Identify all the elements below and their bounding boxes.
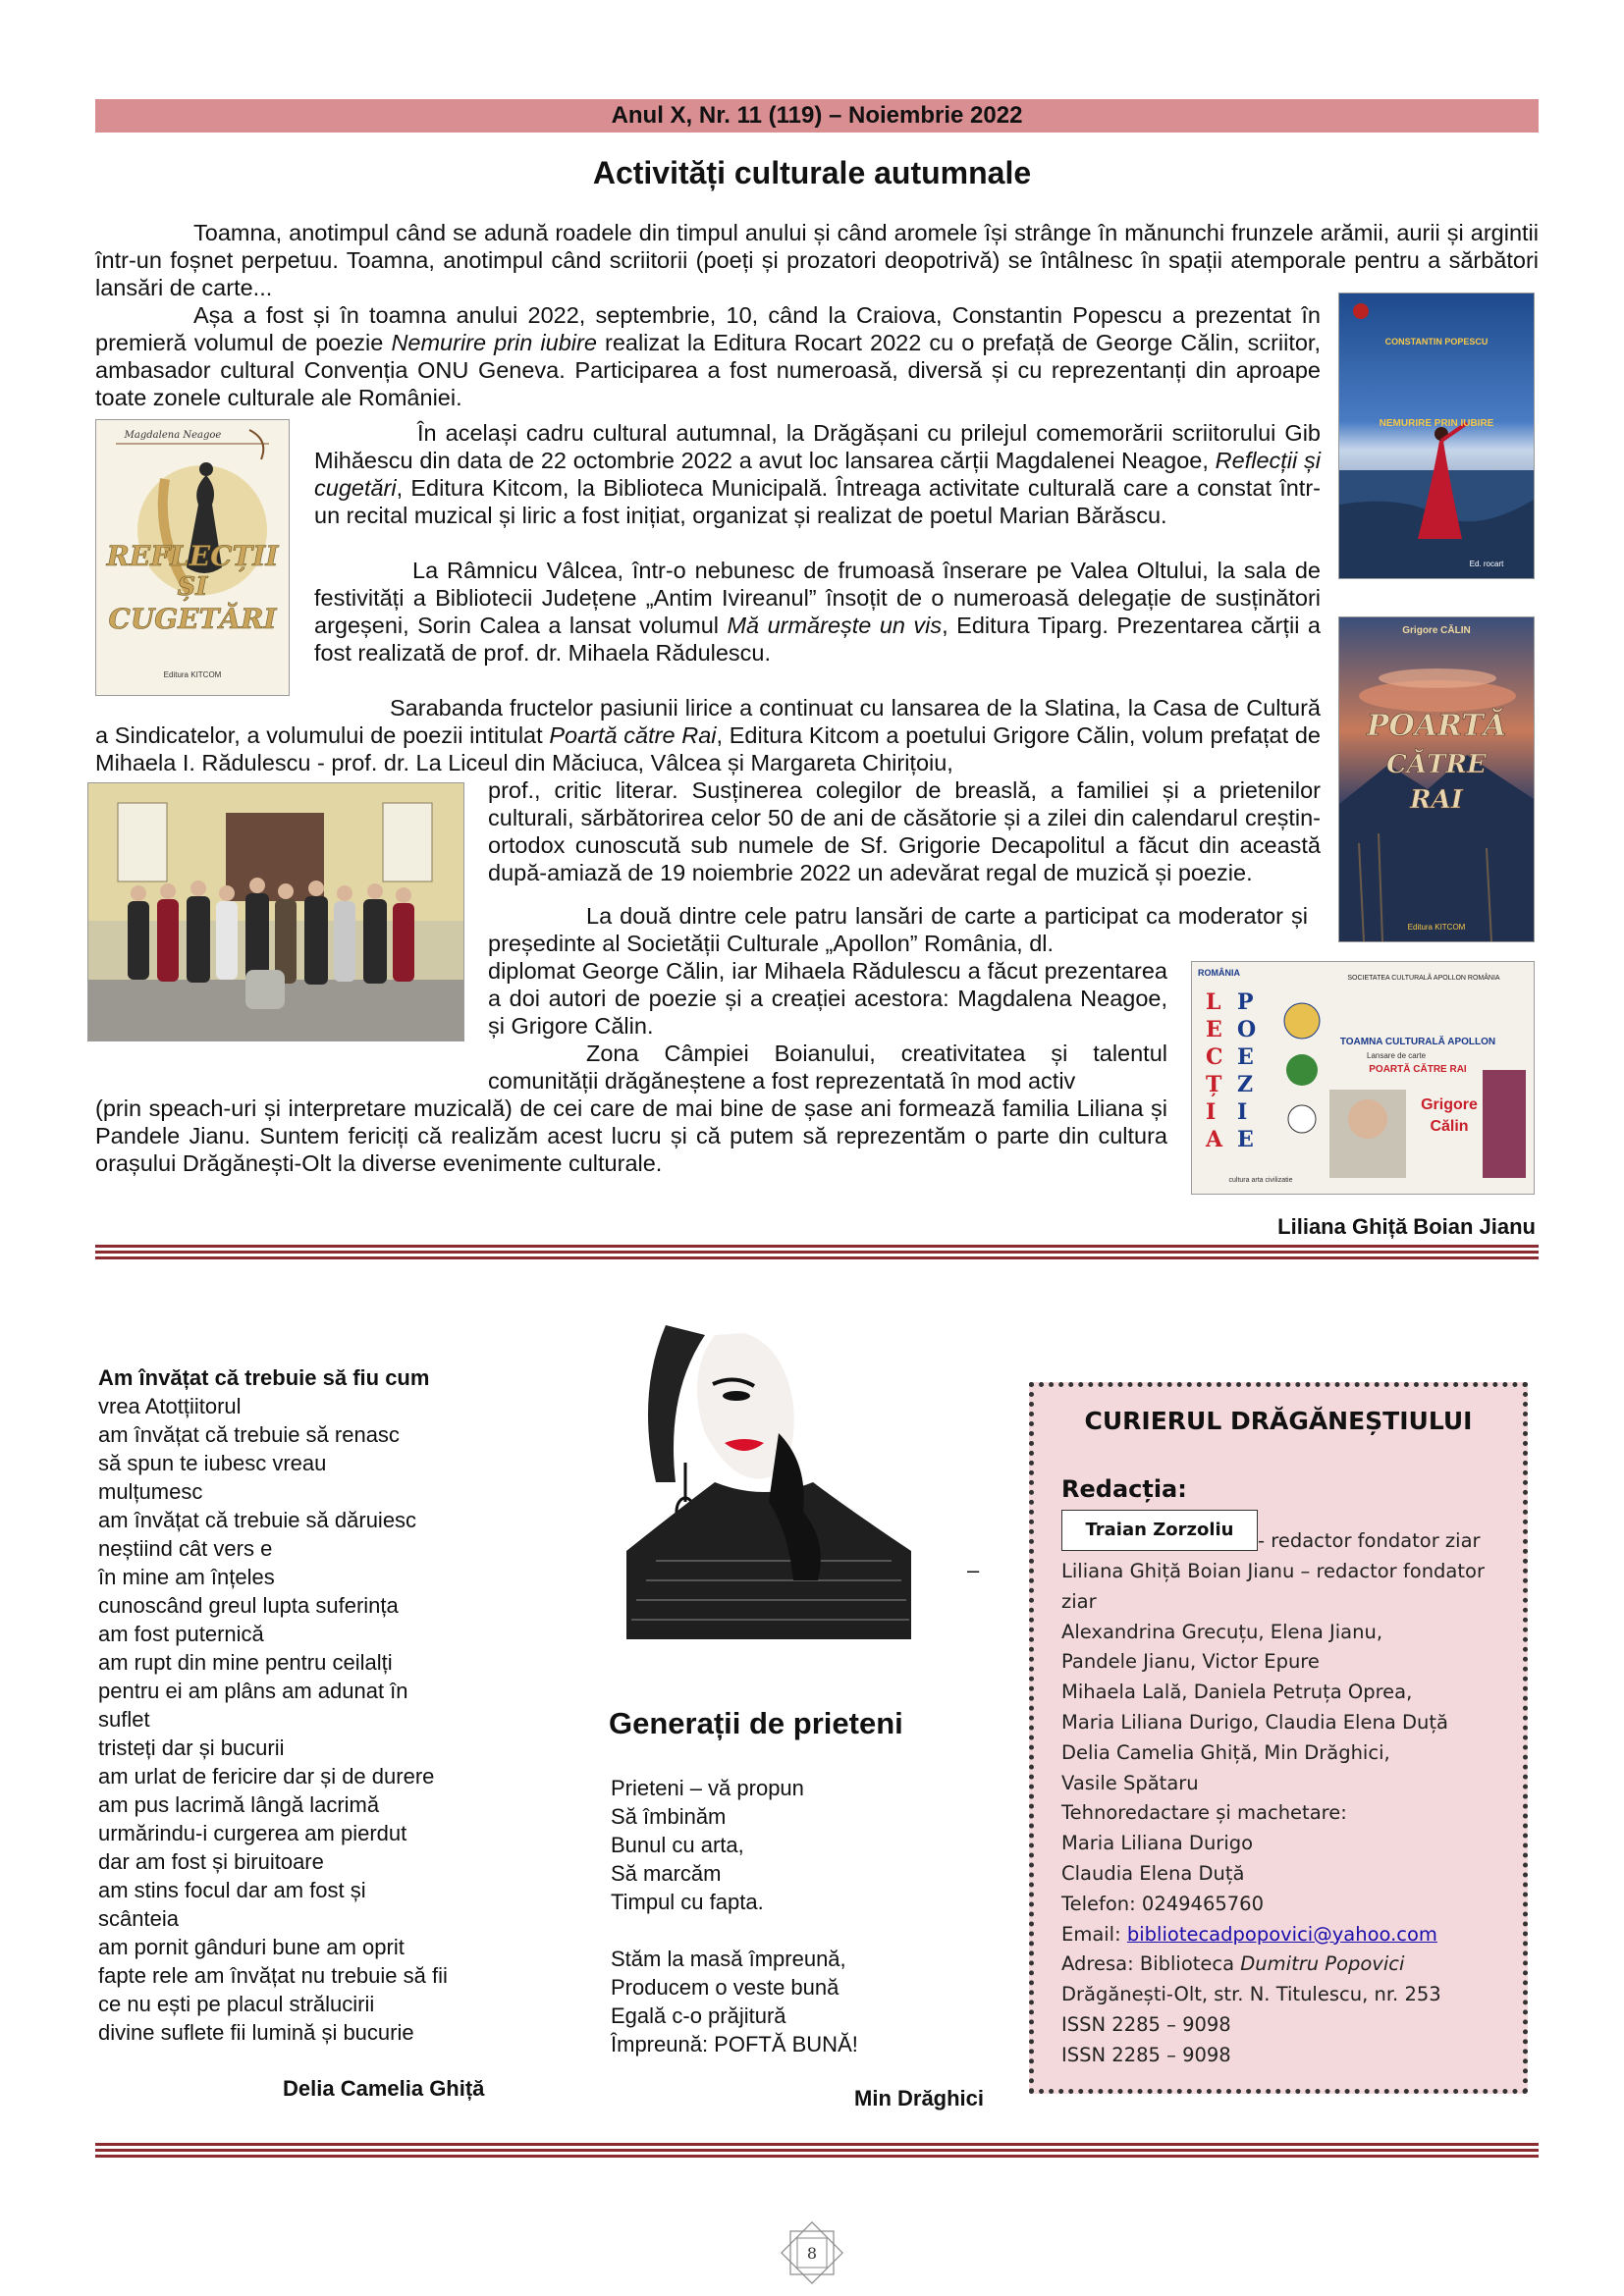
editorial-box <box>1029 1382 1528 2094</box>
book2-title-2: ȘI <box>177 572 208 602</box>
poster-launch: Lansare de carte <box>1367 1051 1427 1060</box>
poem1-line: în mine am înțeles <box>98 1565 275 1589</box>
staff-line: Alexandrina Grecuțu, Elena Jianu, <box>1061 1620 1383 1643</box>
sidebar-section: Redacția: <box>1061 1475 1187 1503</box>
phone: Telefon: 0249465760 <box>1061 1892 1264 1915</box>
address-library: Dumitru Popovici <box>1240 1952 1405 1976</box>
staff-line: Claudia Elena Duță <box>1061 1861 1245 1885</box>
issn: ISSN 2285 – 9098 <box>1061 2012 1231 2036</box>
poem1-line: pentru ei am plâns am adunat în <box>98 1679 408 1703</box>
book3-title-2: CĂTRE <box>1386 750 1487 779</box>
poem1-line: am urlat de fericire dar și de durere <box>98 1764 435 1789</box>
article-author: Liliana Ghiță Boian Jianu <box>1277 1214 1536 1239</box>
poem2-stanza-1 <box>611 1774 804 1916</box>
svg-text:L: L <box>1206 989 1221 1015</box>
svg-text:A: A <box>1206 1127 1223 1152</box>
svg-text:P: P <box>1237 989 1254 1015</box>
book1-publisher: Ed. rocart <box>1469 560 1504 568</box>
poem1-line: suflet <box>98 1707 150 1732</box>
poster-name1: Grigore <box>1421 1096 1478 1113</box>
dash-separator: – <box>967 1558 980 1582</box>
email-label: Email: <box>1061 1922 1127 1946</box>
svg-text:E: E <box>1206 1017 1222 1042</box>
staff-line: Maria Liliana Durigo, Claudia Elena Duță <box>1061 1710 1448 1734</box>
poem1-line: să spun te iubesc vreau <box>98 1451 327 1475</box>
poem1-line: vrea Atotțiitorul <box>98 1394 242 1418</box>
svg-text:Ț: Ț <box>1206 1072 1222 1097</box>
article-paragraph-3: În același cadru cultural autumnal, la Drăgășani cu prilejul comemorării scriitorului Gib Mihăescu din data de 22 octombrie 2022 a avut loc lansarea cărții Magdalenei Neagoe, Reflecții și cugetări, Editura Kitcom, la Biblioteca Municipală. Întreaga activitate culturală care a constat într-un recital muzical și liric a fost inițiat, organizat și realizat de poetul Marian Bărăscu. <box>314 420 1321 528</box>
poem2-author: Min Drăghici <box>854 2086 985 2110</box>
svg-text:Z: Z <box>1237 1072 1254 1097</box>
poem2-line: Producem o veste bună <box>611 1975 839 2000</box>
issue-header: Anul X, Nr. 11 (119) – Noiembrie 2022 <box>95 99 1539 133</box>
poem1-line: divine suflete fii lumină și bucurie <box>98 2020 414 2045</box>
poem2-line: Egală c-o prăjitură <box>611 2003 786 2028</box>
article-title: Activități culturale autumnale <box>592 155 1032 190</box>
issn: ISSN 2285 – 9098 <box>1061 2043 1231 2066</box>
svg-text:I: I <box>1206 1099 1217 1125</box>
article-paragraph-7: Zona Câmpiei Boianului, creativitatea și talentul comunității drăgăneștene a fost reprezentată în mod activ <box>488 1041 1167 1094</box>
address-line <box>1061 1949 1485 1980</box>
woman-illustration <box>597 1315 937 1639</box>
book3-title-1: POARTĂ <box>1367 709 1506 743</box>
address-label: Adresa: Biblioteca <box>1061 1952 1241 1976</box>
email-link[interactable]: bibliotecadpopovici@yahoo.com <box>1126 1922 1437 1946</box>
book-cover-nemurire <box>1338 293 1535 579</box>
staff-line: Liliana Ghiță Boian Jianu – redactor fondator <box>1061 1560 1485 1582</box>
svg-text:O: O <box>1237 1017 1257 1042</box>
staff-line: Pandele Jianu, Victor Epure <box>1061 1650 1320 1674</box>
poem2-line: Bunul cu arta, <box>611 1833 744 1857</box>
book3-author: Grigore CĂLIN <box>1402 625 1471 636</box>
address-street: Drăgănești-Olt, str. N. Titulescu, nr. 253 <box>1061 1983 1441 2006</box>
founder-role: - redactor fondator ziar <box>1258 1529 1481 1552</box>
poem2-line: Împreună: POFTĂ BUNĂ! <box>611 2032 858 2056</box>
poem1-line: am învățat că trebuie să renasc <box>98 1422 400 1447</box>
book-cover-reflectii <box>95 419 290 696</box>
book3-publisher: Editura KITCOM <box>1407 923 1466 932</box>
poster-book: POARTĂ CĂTRE RAI <box>1369 1064 1467 1075</box>
poem2-stanza-2 <box>611 1945 858 2058</box>
poem1-line: fapte rele am învățat nu trebuie să fii <box>98 1963 448 1988</box>
poem1-line: dar am fost și biruitoare <box>98 1849 324 1874</box>
poster-top-left: ROMÂNIA <box>1198 968 1240 978</box>
poem2-line: Să îmbinăm <box>611 1804 727 1829</box>
email-line <box>1061 1920 1485 1950</box>
poem2-line: Timpul cu fapta. <box>611 1890 764 1914</box>
section-divider-bottom <box>95 2143 1539 2159</box>
poem1-line: neștiind cât vers e <box>98 1536 273 1561</box>
poem1-line: am pus lacrimă lângă lacrimă <box>98 1792 380 1817</box>
poem-delia <box>98 1363 448 2047</box>
founder-name-box: Traian Zorzoliu <box>1061 1510 1258 1551</box>
article-paragraph-5-cont: prof., critic literar. Susținerea colegilor de breaslă, a familiei și a prietenilor culturali, sărbătorirea celor 50 de ani de căsătorie și a zilei din calendarul creștin-ortodox cunoscută sub numele de Sf. Grigorie Decapolitul a făcut din această după-amiază de 19 noiembrie 2022 un adevărat regal de muzică și poezie. <box>488 777 1321 885</box>
book2-publisher: Editura KITCOM <box>163 670 222 679</box>
article-paragraph-2: Așa a fost și în toamna anului 2022, septembrie, 10, când la Craiova, Constantin Popescu a prezentat în premieră volumul de poezie Nemurire prin iubire realizat la Editura Rocart 2022 cu o prefață de George Călin, scriitor, ambasador cultural Convenția ONU Geneva. Participarea a fost numeroasă, diversă și cu reprezentanți din aproape toate zonele culturale ale României. <box>95 302 1321 410</box>
poem1-line: urmărindu-i curgerea am pierdut <box>98 1821 407 1845</box>
staff-line: Delia Camelia Ghiță, Min Drăghici, <box>1061 1740 1390 1764</box>
staff-line: Mihaela Lală, Daniela Petruța Oprea, <box>1061 1681 1413 1704</box>
article-paragraph-6: La două dintre cele patru lansări de carte a participat ca moderator și președinte al Societății Culturale „Apollon” România, dl. <box>488 903 1308 956</box>
article-paragraph-7-cont: (prin speach-uri și interpretare muzicală) de cei care de mai bine de șase ani formează familia Liliana și Pandele Jianu. Suntem fericiți că realizăm acest lucru și că putem să reprezentăm o parte din cultura orașului Drăgănești-Olt la diverse evenimente culturale. <box>95 1095 1167 1176</box>
group-photo <box>87 782 464 1041</box>
svg-text:E: E <box>1237 1044 1254 1070</box>
poem1-line: mulțumesc <box>98 1479 203 1504</box>
page-number-ornament <box>780 2220 844 2285</box>
book2-title-1: REFLECȚII <box>106 540 279 572</box>
poem1-line: tristeți dar și bucurii <box>98 1735 285 1760</box>
poster-footer: cultura arta civilizatie <box>1228 1177 1293 1184</box>
poem1-line: am rupt din mine pentru ceilalți <box>98 1650 393 1675</box>
poem2-line: Să marcăm <box>611 1861 722 1886</box>
poster-name2: Călin <box>1430 1118 1469 1135</box>
poem1-line: scânteia <box>98 1906 179 1931</box>
article-paragraph-5: Sarabanda fructelor pasiunii lirice a continuat cu lansarea de la Slatina, la Casa de Cultură a Sindicatelor, a volumului de poezii intitulat Poartă către Rai, Editura Kitcom a poetului Grigore Călin, volum prefațat de Mihaela I. Rădulescu - prof. dr. La Liceul din Măciuca, Vâlcea și Margareta Chirițoiu, <box>95 695 1321 775</box>
book2-title-3: CUGETĂRI <box>108 603 277 635</box>
book1-author: CONSTANTIN POPESCU <box>1384 337 1489 347</box>
staff-line: Vasile Spătaru <box>1061 1771 1199 1794</box>
svg-text:E: E <box>1237 1127 1254 1152</box>
event-poster <box>1191 961 1535 1195</box>
page-number: 8 <box>806 2244 818 2263</box>
staff-list <box>1061 1557 1485 2071</box>
poem1-line: cunoscând greul lupta suferința <box>98 1593 399 1618</box>
svg-text:C: C <box>1206 1044 1223 1070</box>
staff-line: Tehnoredactare și machetare: <box>1061 1801 1347 1825</box>
poem1-line: am învățat că trebuie să dăruiesc <box>98 1508 417 1532</box>
article-paragraph-1: Toamna, anotimpul când se adună roadele din timpul anului și când aromele își strânge în mănunchi frunzele arămii, aurii și argintii într-un foșnet perpetuu. Toamna, anotimpul când scriitorii (poeți și prozatori deopotrivă) se întâlnesc în spații atemporale pentru a sărbători lansări de carte... <box>95 220 1539 300</box>
article-paragraph-4: La Râmnicu Vâlcea, într-o nebunesc de frumoasă înserare pe Valea Oltului, la sala de festivități a Bibliotecii Județene „Antim Ivireanul” însoțit de o numeroasă delegație de susținători argeșeni, Sorin Calea a lansat volumul Mă urmărește un vis, Editura Tiparg. Prezentarea cărții a fost realizată de prof. dr. Mihaela Rădulescu. <box>314 558 1321 666</box>
section-divider-top <box>95 1245 1539 1260</box>
svg-text:I: I <box>1237 1099 1248 1125</box>
book1-title: NEMURIRE PRIN IUBIRE <box>1379 418 1494 429</box>
book-cover-poarta <box>1338 616 1535 942</box>
book3-title-3: RAI <box>1410 785 1463 815</box>
article-paragraph-6-cont: diplomat George Călin, iar Mihaela Rădulescu a făcut prezentarea a doi autori de poezie și a creației acestora: Magdalena Neagoe, și Grigore Călin. <box>488 958 1167 1039</box>
poem1-line: am fost puternică <box>98 1622 264 1646</box>
staff-line: Maria Liliana Durigo <box>1061 1832 1254 1855</box>
poem2-line: Stăm la masă împreună, <box>611 1947 846 1971</box>
poem1-line: am stins focul dar am fost și <box>98 1878 366 1902</box>
book2-author: Magdalena Neagoe <box>124 430 222 441</box>
staff-line: ziar <box>1061 1589 1097 1613</box>
poem2-line: Prieteni – vă propun <box>611 1776 804 1800</box>
poster-society: SOCIETATEA CULTURALĂ APOLLON ROMÂNIA <box>1347 975 1500 982</box>
poem2-title: Generații de prieteni <box>609 1706 903 1740</box>
poem1-author: Delia Camelia Ghiță <box>283 2076 485 2101</box>
poem1-line-1: Am învățat că trebuie să fiu cum <box>98 1365 430 1390</box>
poster-event: TOAMNA CULTURALĂ APOLLON <box>1339 1037 1496 1047</box>
poem1-line: ce nu ești pe placul strălucirii <box>98 1992 375 2016</box>
poem1-line: am pornit gânduri bune am oprit <box>98 1935 405 1959</box>
sidebar-title: CURIERUL DRĂGĂNEȘTIULUI <box>1084 1407 1473 1435</box>
